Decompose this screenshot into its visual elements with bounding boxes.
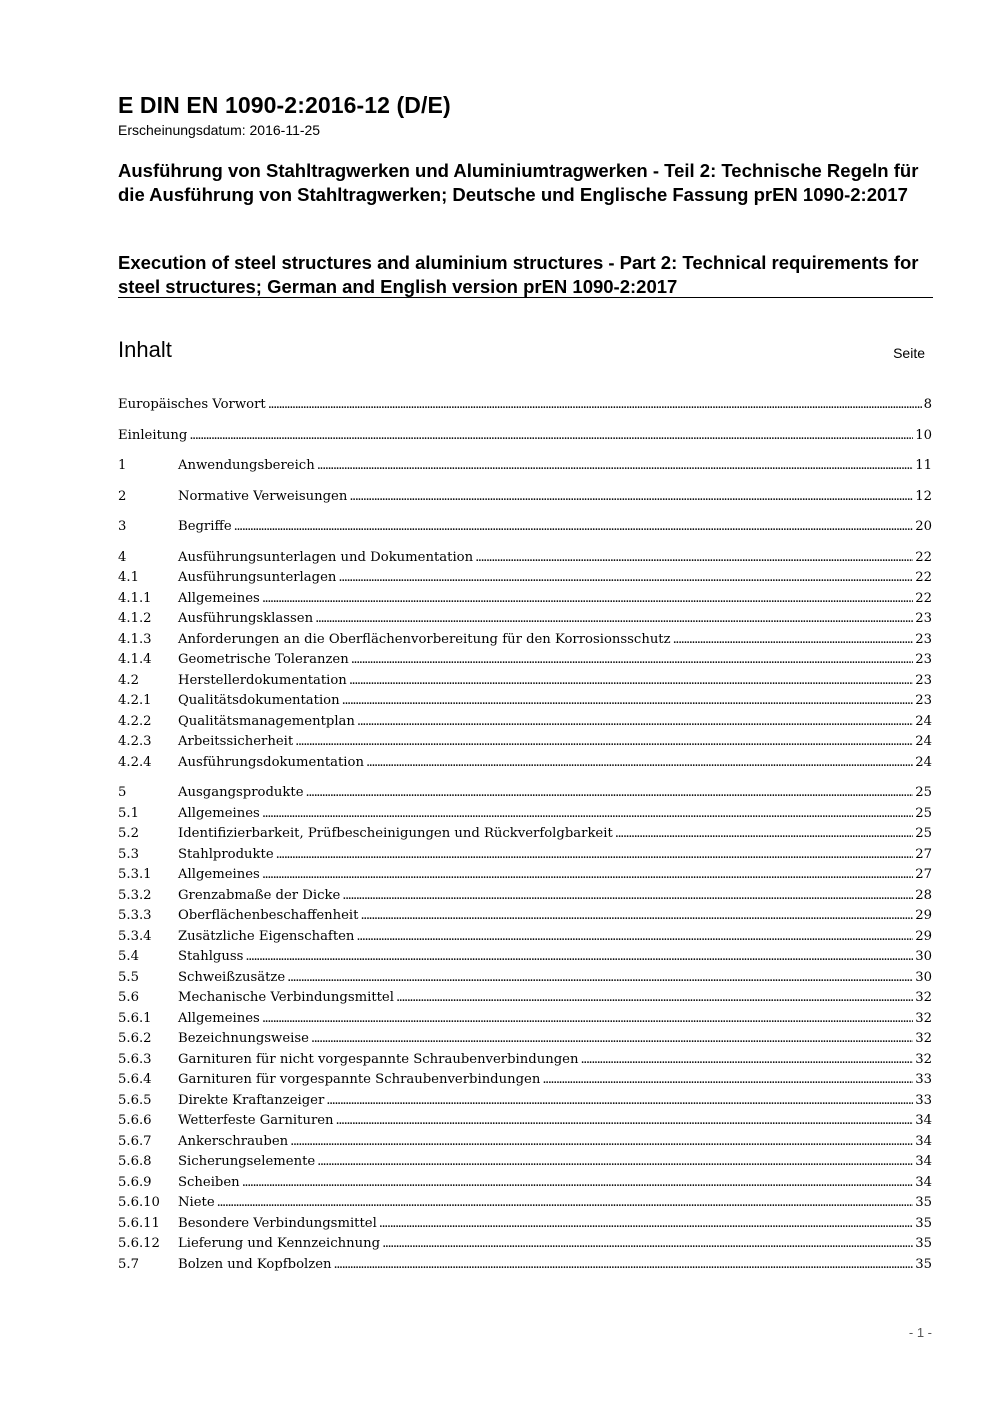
toc-entry-number: 5.5: [118, 969, 139, 985]
toc-entry-title: Allgemeines: [178, 590, 260, 606]
toc-entry-title: Bolzen und Kopfbolzen: [178, 1256, 332, 1272]
toc-entry-number: 5.3.1: [118, 867, 152, 882]
toc-dot-leader: [295, 732, 913, 753]
toc-dot-leader: [351, 650, 914, 671]
toc-entry[interactable]: [118, 568, 932, 589]
toc-entry-title: Schweißzusätze: [178, 969, 286, 985]
toc-dot-leader: [290, 1132, 913, 1153]
toc-entry[interactable]: [118, 1009, 932, 1030]
toc-entry[interactable]: [118, 1255, 932, 1276]
toc-entry-number: 5.3.2: [118, 887, 152, 903]
toc-entry-page: 23: [915, 652, 932, 667]
toc-entry-title: Normative Verweisungen: [178, 488, 348, 504]
toc-dot-leader: [349, 487, 913, 508]
toc-entry[interactable]: [118, 630, 932, 651]
toc-entry-page: 34: [915, 1174, 932, 1190]
toc-dot-leader: [475, 548, 913, 569]
toc-entry-title: Grenzabmaße der Dicke: [178, 887, 341, 903]
toc-entry-title: Lieferung und Kennzeichnung: [178, 1236, 381, 1251]
toc-dot-leader: [342, 886, 913, 907]
toc-dot-leader: [615, 824, 913, 845]
toc-entry-page: 11: [915, 458, 932, 473]
toc-entry-number: 5.7: [118, 1256, 139, 1272]
toc-page-column-label: Seite: [893, 345, 925, 361]
toc-entry[interactable]: [118, 1173, 932, 1194]
toc-entry-number: 5.6.2: [118, 1031, 152, 1046]
toc-entry-title: Garnituren für nicht vorgespannte Schraubenverbindungen: [178, 1051, 579, 1067]
toc-entry-page: 29: [915, 908, 932, 923]
toc-dot-leader: [317, 456, 914, 477]
toc-entry-number: 5.6.11: [118, 1215, 160, 1231]
toc-entry[interactable]: [118, 1193, 932, 1214]
toc-entry-title: Ausführungsklassen: [178, 611, 314, 626]
toc-entry-number: 5.6.5: [118, 1092, 152, 1108]
toc-entry-page: 30: [915, 969, 932, 985]
toc-entry-page: 12: [915, 488, 932, 504]
toc-entry[interactable]: [118, 1029, 932, 1050]
toc-entry-page: 27: [915, 846, 932, 862]
toc-entry[interactable]: [118, 426, 932, 447]
toc-entry-number: 4: [118, 549, 127, 565]
toc-entry[interactable]: [118, 1050, 932, 1071]
toc-dot-leader: [673, 630, 914, 651]
toc-entry-number: 4.1: [118, 570, 139, 585]
toc-entry-title: Stahlguss: [178, 949, 244, 964]
toc-entry[interactable]: [118, 968, 932, 989]
toc-entry-title: Mechanische Verbindungsmittel: [178, 990, 394, 1005]
toc-entry-page: 23: [915, 693, 932, 708]
toc-entry-page: 35: [915, 1195, 932, 1210]
toc-entry-page: 24: [915, 754, 932, 770]
toc-dot-leader: [306, 783, 914, 804]
toc-entry[interactable]: [118, 671, 932, 692]
toc-entry-title: Zusätzliche Eigenschaften: [178, 928, 355, 944]
toc-entry-title: Qualitätsdokumentation: [178, 693, 340, 708]
toc-dot-leader: [366, 753, 913, 774]
toc-entry-title: Garnituren für vorgespannte Schraubenverbindungen: [178, 1072, 541, 1087]
toc-entry-number: 4.2: [118, 672, 139, 688]
toc-entry[interactable]: [118, 732, 932, 753]
toc-dot-leader: [356, 927, 913, 948]
toc-entry[interactable]: [118, 988, 932, 1009]
toc-entry-page: 25: [915, 826, 932, 841]
toc-entry-page: 32: [915, 1051, 932, 1067]
toc-entry-page: 33: [915, 1092, 932, 1108]
toc-dot-leader: [382, 1234, 913, 1255]
toc-entry-number: 4.2.3: [118, 734, 152, 749]
toc-dot-leader: [262, 804, 913, 825]
toc-dot-leader: [262, 1009, 913, 1030]
toc-entry-title: Einleitung: [118, 427, 188, 443]
toc-entry[interactable]: [118, 1070, 932, 1091]
page-number: - 1 -: [908, 1325, 932, 1340]
toc-entry[interactable]: [118, 1111, 932, 1132]
toc-dot-leader: [357, 712, 913, 733]
toc-entry-title: Direkte Kraftanzeiger: [178, 1092, 325, 1108]
toc-entry-page: 25: [915, 785, 932, 800]
toc-entry[interactable]: [118, 589, 932, 610]
toc-dot-leader: [396, 988, 913, 1009]
toc-dot-leader: [311, 1029, 913, 1050]
toc-entry-title: Besondere Verbindungsmittel: [178, 1215, 377, 1231]
toc-dot-leader: [217, 1193, 914, 1214]
toc-entry[interactable]: [118, 395, 932, 416]
toc-entry[interactable]: [118, 1152, 932, 1173]
toc-entry-number: 5.6.9: [118, 1174, 152, 1190]
toc-dot-leader: [262, 865, 913, 886]
toc-entry-title: Wetterfeste Garnituren: [178, 1113, 334, 1128]
toc-entry[interactable]: [118, 804, 932, 825]
toc-entry-page: 10: [915, 427, 932, 443]
toc-entry-title: Scheiben: [178, 1174, 240, 1190]
toc-entry-page: 23: [915, 672, 932, 688]
toc-entry-number: 5.6.7: [118, 1133, 152, 1149]
toc-entry-title: Identifizierbarkeit, Prüfbescheinigungen und Rückverfolgbarkeit: [178, 826, 613, 841]
document-id: E DIN EN 1090-2:2016-12 (D/E): [118, 92, 451, 118]
toc-entry-title: Oberflächenbeschaffenheit: [178, 908, 359, 923]
toc-entry-page: 34: [915, 1133, 932, 1149]
toc-entry-number: 1: [118, 458, 127, 473]
toc-entry-page: 8: [923, 397, 932, 412]
toc-entry-title: Ausführungsdokumentation: [178, 754, 364, 770]
toc-entry-page: 28: [915, 887, 932, 903]
toc-entry-title: Allgemeines: [178, 867, 260, 882]
toc-entry[interactable]: [118, 1214, 932, 1235]
toc-entry-title: Allgemeines: [178, 805, 260, 821]
table-of-contents: [118, 395, 932, 1275]
toc-entry-page: 27: [915, 867, 932, 882]
toc-entry[interactable]: [118, 1234, 932, 1255]
toc-entry-title: Bezeichnungsweise: [178, 1031, 309, 1046]
toc-entry-number: 5.3: [118, 846, 139, 862]
toc-entry[interactable]: [118, 548, 932, 569]
toc-entry[interactable]: [118, 947, 932, 968]
toc-entry-number: 4.2.4: [118, 754, 152, 770]
toc-dot-leader: [268, 395, 922, 416]
toc-dot-leader: [542, 1070, 913, 1091]
toc-entry-title: Ausführungsunterlagen: [178, 570, 337, 585]
toc-entry[interactable]: [118, 865, 932, 886]
toc-entry-title: Niete: [178, 1195, 215, 1210]
toc-dot-leader: [338, 568, 913, 589]
toc-entry[interactable]: [118, 783, 932, 804]
toc-entry-page: 30: [915, 949, 932, 964]
toc-dot-leader: [336, 1111, 914, 1132]
toc-entry-number: 5.6.10: [118, 1195, 160, 1210]
toc-entry-number: 5.6.6: [118, 1113, 152, 1128]
toc-entry[interactable]: [118, 906, 932, 927]
toc-entry[interactable]: [118, 609, 932, 630]
toc-entry-title: Ankerschrauben: [178, 1133, 289, 1149]
toc-entry-number: 4.1.4: [118, 652, 152, 667]
title-divider: [118, 297, 933, 298]
toc-entry-page: 29: [915, 928, 932, 944]
toc-entry-number: 5: [118, 785, 127, 800]
toc-entry-number: 4.2.2: [118, 713, 152, 729]
toc-entry[interactable]: [118, 824, 932, 845]
toc-entry-page: 32: [915, 1031, 932, 1046]
toc-entry[interactable]: [118, 456, 932, 477]
toc-entry[interactable]: [118, 487, 932, 508]
toc-entry-number: 4.1.3: [118, 631, 152, 647]
toc-entry-number: 5.3.4: [118, 928, 152, 944]
toc-entry-number: 5.6.8: [118, 1154, 152, 1169]
toc-entry-title: Ausgangsprodukte: [178, 785, 304, 800]
toc-entry-title: Begriffe: [178, 519, 232, 534]
toc-entry-number: 5.6.4: [118, 1072, 152, 1087]
toc-entry-title: Allgemeines: [178, 1010, 260, 1026]
publication-date: Erscheinungsdatum: 2016-11-25: [118, 122, 321, 138]
toc-entry-title: Anforderungen an die Oberflächenvorbereitung für den Korrosionsschutz: [178, 631, 671, 647]
toc-entry-page: 35: [915, 1215, 932, 1231]
toc-entry-title: Qualitätsmanagementplan: [178, 713, 355, 729]
toc-dot-leader: [349, 671, 913, 692]
toc-entry-number: 2: [118, 488, 127, 504]
toc-entry[interactable]: [118, 691, 932, 712]
toc-entry-number: 5.3.3: [118, 908, 152, 923]
toc-entry-page: 23: [915, 631, 932, 647]
toc-entry-number: 5.6.12: [118, 1236, 160, 1251]
toc-dot-leader: [234, 517, 914, 538]
toc-entry-page: 34: [915, 1154, 932, 1169]
toc-dot-leader: [334, 1255, 914, 1276]
toc-entry-number: 4.1.2: [118, 611, 152, 626]
toc-entry-title: Geometrische Toleranzen: [178, 652, 349, 667]
toc-dot-leader: [189, 426, 913, 447]
toc-dot-leader: [379, 1214, 913, 1235]
toc-entry-page: 34: [915, 1113, 932, 1128]
toc-entry[interactable]: [118, 753, 932, 774]
toc-heading: Inhalt: [118, 337, 172, 362]
toc-entry-page: 35: [915, 1256, 932, 1272]
toc-entry-page: 23: [915, 611, 932, 626]
toc-entry-title: Stahlprodukte: [178, 846, 274, 862]
toc-dot-leader: [245, 947, 913, 968]
toc-entry-page: 22: [915, 590, 932, 606]
toc-dot-leader: [262, 589, 913, 610]
toc-entry-title: Ausführungsunterlagen und Dokumentation: [178, 549, 474, 565]
toc-dot-leader: [315, 609, 913, 630]
toc-entry-number: 5.6.1: [118, 1010, 152, 1026]
toc-entry-number: 4.1.1: [118, 590, 152, 606]
toc-entry-title: Anwendungsbereich: [178, 458, 315, 473]
toc-entry-number: 5.1: [118, 805, 139, 821]
toc-entry-number: 5.2: [118, 826, 139, 841]
toc-entry[interactable]: [118, 650, 932, 671]
toc-entry[interactable]: [118, 886, 932, 907]
title-english: Execution of steel structures and aluminium structures - Part 2: Technical requirements for steel structures; German and English version prEN 1090-2:2017: [118, 252, 919, 297]
toc-entry-number: 4.2.1: [118, 693, 152, 708]
toc-entry-number: 3: [118, 519, 127, 534]
toc-dot-leader: [580, 1050, 913, 1071]
toc-entry[interactable]: [118, 1132, 932, 1153]
toc-entry[interactable]: [118, 1091, 932, 1112]
toc-entry[interactable]: [118, 927, 932, 948]
toc-dot-leader: [242, 1173, 914, 1194]
title-german: Ausführung von Stahltragwerken und Aluminiumtragwerken - Teil 2: Technische Regeln für die Ausführung von Stahltragwerken; Deutsche und Englische Fassung prEN 1090-2:2017: [118, 160, 919, 205]
toc-entry-page: 35: [915, 1236, 932, 1251]
toc-entry-page: 32: [915, 990, 932, 1005]
toc-entry-title: Herstellerdokumentation: [178, 672, 347, 688]
toc-entry-page: 22: [915, 549, 932, 565]
toc-entry-page: 33: [915, 1072, 932, 1087]
toc-entry[interactable]: [118, 845, 932, 866]
toc-entry-page: 32: [915, 1010, 932, 1026]
toc-entry-title: Arbeitssicherheit: [178, 734, 294, 749]
toc-entry-number: 5.6: [118, 990, 139, 1005]
toc-entry[interactable]: [118, 517, 932, 538]
toc-dot-leader: [360, 906, 913, 927]
toc-entry-title: Sicherungselemente: [178, 1154, 316, 1169]
toc-dot-leader: [276, 845, 914, 866]
toc-dot-leader: [326, 1091, 913, 1112]
toc-entry-page: 20: [915, 519, 932, 534]
toc-entry-number: 5.6.3: [118, 1051, 152, 1067]
toc-dot-leader: [317, 1152, 913, 1173]
toc-entry-number: 5.4: [118, 949, 139, 964]
toc-dot-leader: [342, 691, 914, 712]
toc-entry-page: 25: [915, 805, 932, 821]
toc-entry-page: 24: [915, 734, 932, 749]
toc-entry-title: Europäisches Vorwort: [118, 397, 266, 412]
toc-entry-page: 22: [915, 570, 932, 585]
toc-entry-page: 24: [915, 713, 932, 729]
toc-dot-leader: [287, 968, 913, 989]
toc-entry[interactable]: [118, 712, 932, 733]
